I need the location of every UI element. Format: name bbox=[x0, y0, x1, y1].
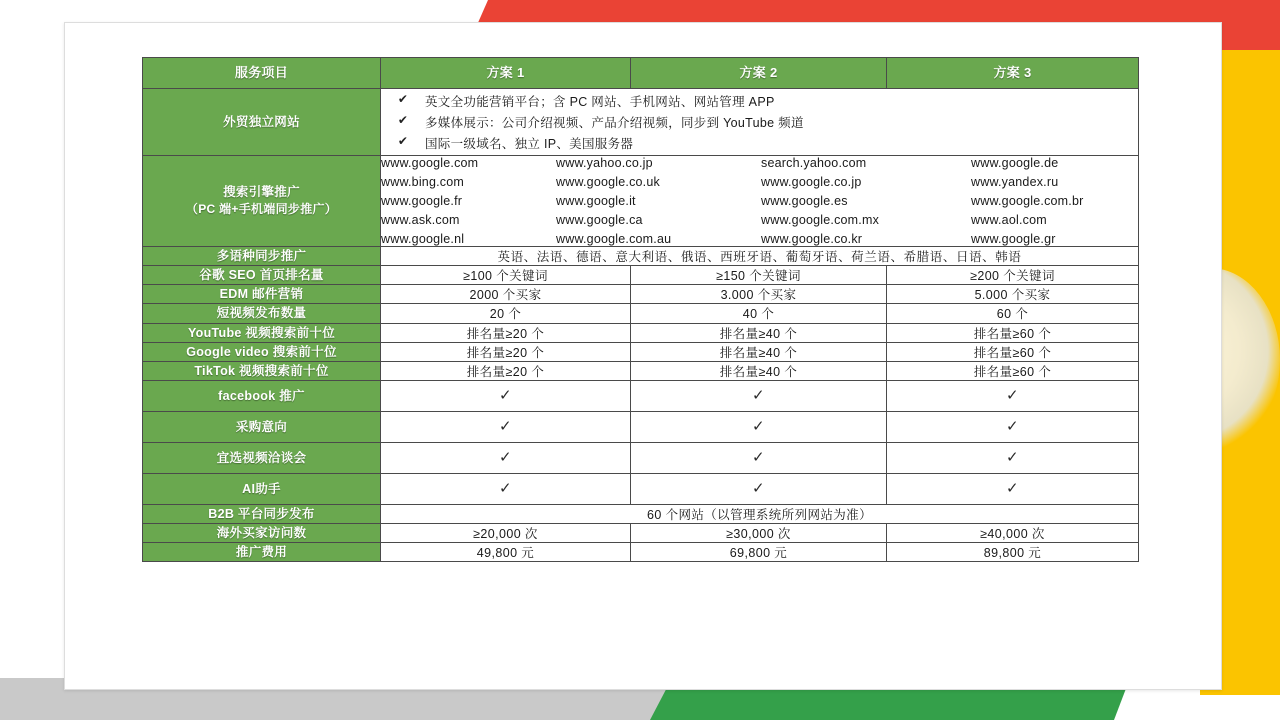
domain-item: www.google.ca bbox=[556, 213, 643, 227]
domain-item: search.yahoo.com bbox=[761, 156, 867, 170]
cell-facebook-plan3 bbox=[887, 380, 1139, 411]
cell-short-video-plan2: 40 个 bbox=[631, 304, 887, 323]
table-row-tiktok bbox=[143, 361, 1139, 380]
domain-grid bbox=[381, 156, 1138, 246]
checkmark-icon: ✓ bbox=[1006, 478, 1019, 497]
checkmark-icon: ✓ bbox=[499, 447, 512, 466]
row-label-price: 推广费用 bbox=[143, 543, 381, 562]
cell-visits-plan1: ≥20,000 次 bbox=[381, 524, 631, 543]
table-row-video-conference bbox=[143, 442, 1139, 473]
row-label-visits: 海外买家访问数 bbox=[143, 524, 381, 543]
row-value-website-features bbox=[381, 89, 1139, 156]
domain-item: www.google.nl bbox=[381, 232, 465, 246]
cell-video-conference-plan2 bbox=[631, 442, 887, 473]
row-label-seo-ranking: 谷歌 SEO 首页排名量 bbox=[143, 266, 381, 285]
checkmark-icon: ✓ bbox=[1006, 385, 1019, 404]
domain-item: www.google.com.br bbox=[971, 194, 1084, 208]
check-tick-icon: ✔ bbox=[397, 134, 409, 148]
cell-edm-plan1: 2000 个买家 bbox=[381, 285, 631, 304]
checkmark-icon: ✓ bbox=[499, 478, 512, 497]
row-label-ai-assistant: AI助手 bbox=[143, 473, 381, 504]
row-label-edm: EDM 邮件营销 bbox=[143, 285, 381, 304]
table-row-short-video bbox=[143, 304, 1139, 323]
table-row-search-engine bbox=[143, 156, 1139, 247]
cell-short-video-plan3: 60 个 bbox=[887, 304, 1139, 323]
row-label-multilang: 多语种同步推广 bbox=[143, 247, 381, 266]
domain-item: www.google.co.kr bbox=[761, 232, 863, 246]
cell-purchase-intent-plan2 bbox=[631, 411, 887, 442]
feature-bullet-text: 多媒体展示：公司介绍视频、产品介绍视频，同步到 YouTube 频道 bbox=[425, 116, 804, 130]
table-row-multilang bbox=[143, 247, 1139, 266]
cell-tiktok-plan3: 排名量≥60 个 bbox=[887, 361, 1139, 380]
domain-item: www.bing.com bbox=[381, 175, 464, 189]
row-value-multilang: 英语、法语、德语、意大利语、俄语、西班牙语、葡萄牙语、荷兰语、希腊语、日语、韩语 bbox=[381, 247, 1139, 266]
cell-edm-plan3: 5.000 个买家 bbox=[887, 285, 1139, 304]
cell-purchase-intent-plan3 bbox=[887, 411, 1139, 442]
cell-short-video-plan1: 20 个 bbox=[381, 304, 631, 323]
cell-tiktok-plan2: 排名量≥40 个 bbox=[631, 361, 887, 380]
table-row-edm bbox=[143, 285, 1139, 304]
cell-ai-assistant-plan2 bbox=[631, 473, 887, 504]
row-label-tiktok: TikTok 视频搜索前十位 bbox=[143, 361, 381, 380]
cell-price-plan3: 89,800 元 bbox=[887, 543, 1139, 562]
domain-item: www.yandex.ru bbox=[971, 175, 1059, 189]
row-label-search-engine-sub: （PC 端+手机端同步推广） bbox=[185, 202, 338, 217]
gray-left-band-mask bbox=[0, 0, 62, 688]
domain-item: www.google.com.mx bbox=[761, 213, 880, 227]
checkmark-icon: ✓ bbox=[752, 385, 765, 404]
domain-item: www.google.gr bbox=[971, 232, 1056, 246]
table-row-facebook bbox=[143, 380, 1139, 411]
feature-bullet bbox=[381, 92, 1138, 110]
cell-purchase-intent-plan1 bbox=[381, 411, 631, 442]
table-row-price bbox=[143, 543, 1139, 562]
row-label-youtube: YouTube 视频搜索前十位 bbox=[143, 323, 381, 342]
row-label-short-video: 短视频发布数量 bbox=[143, 304, 381, 323]
domain-item: www.google.fr bbox=[381, 194, 463, 208]
row-label-google-video: Google video 搜索前十位 bbox=[143, 342, 381, 361]
check-tick-icon: ✔ bbox=[397, 92, 409, 106]
row-value-search-engine-domains bbox=[381, 156, 1139, 247]
checkmark-icon: ✓ bbox=[752, 478, 765, 497]
header-plan-3: 方案 3 bbox=[887, 58, 1139, 89]
feature-bullet-text: 国际一级域名、独立 IP、美国服务器 bbox=[425, 137, 634, 151]
cell-youtube-plan2: 排名量≥40 个 bbox=[631, 323, 887, 342]
header-service-item: 服务项目 bbox=[143, 58, 381, 89]
header-plan-1: 方案 1 bbox=[381, 58, 631, 89]
checkmark-icon: ✓ bbox=[752, 447, 765, 466]
cell-seo-ranking-plan1: ≥100 个关键词 bbox=[381, 266, 631, 285]
cell-google-video-plan2: 排名量≥40 个 bbox=[631, 342, 887, 361]
domain-item: www.google.co.uk bbox=[556, 175, 660, 189]
cell-seo-ranking-plan3: ≥200 个关键词 bbox=[887, 266, 1139, 285]
cell-video-conference-plan3 bbox=[887, 442, 1139, 473]
domain-item: www.google.com.au bbox=[556, 232, 672, 246]
checkmark-icon: ✓ bbox=[499, 385, 512, 404]
cell-facebook-plan1 bbox=[381, 380, 631, 411]
row-label-facebook: facebook 推广 bbox=[143, 380, 381, 411]
table-row-seo-ranking bbox=[143, 266, 1139, 285]
table-row-ai-assistant bbox=[143, 473, 1139, 504]
domain-item: www.google.com bbox=[381, 156, 479, 170]
domain-item: www.google.it bbox=[556, 194, 636, 208]
row-label-search-engine-main: 搜索引擎推广 bbox=[223, 185, 300, 200]
check-tick-icon: ✔ bbox=[397, 113, 409, 127]
cell-tiktok-plan1: 排名量≥20 个 bbox=[381, 361, 631, 380]
cell-ai-assistant-plan3 bbox=[887, 473, 1139, 504]
feature-bullet-text: 英文全功能营销平台；含 PC 网站、手机网站、网站管理 APP bbox=[425, 95, 775, 109]
header-plan-2: 方案 2 bbox=[631, 58, 887, 89]
checkmark-icon: ✓ bbox=[1006, 447, 1019, 466]
checkmark-icon: ✓ bbox=[499, 416, 512, 435]
row-label-b2b: B2B 平台同步发布 bbox=[143, 504, 381, 523]
plan-comparison-table-wrapper bbox=[142, 57, 1138, 562]
cell-ai-assistant-plan1 bbox=[381, 473, 631, 504]
domain-item: www.aol.com bbox=[971, 213, 1047, 227]
cell-google-video-plan1: 排名量≥20 个 bbox=[381, 342, 631, 361]
domain-item: www.google.de bbox=[971, 156, 1059, 170]
cell-video-conference-plan1 bbox=[381, 442, 631, 473]
cell-edm-plan2: 3.000 个买家 bbox=[631, 285, 887, 304]
cell-visits-plan3: ≥40,000 次 bbox=[887, 524, 1139, 543]
row-label-purchase-intent: 采购意向 bbox=[143, 411, 381, 442]
feature-bullet bbox=[381, 113, 1138, 131]
plan-comparison-table bbox=[142, 57, 1139, 562]
domain-item: www.ask.com bbox=[381, 213, 460, 227]
domain-item: www.yahoo.co.jp bbox=[556, 156, 653, 170]
table-row-website bbox=[143, 89, 1139, 156]
cell-visits-plan2: ≥30,000 次 bbox=[631, 524, 887, 543]
table-row-visits bbox=[143, 524, 1139, 543]
cell-google-video-plan3: 排名量≥60 个 bbox=[887, 342, 1139, 361]
cell-seo-ranking-plan2: ≥150 个关键词 bbox=[631, 266, 887, 285]
table-row-google-video bbox=[143, 342, 1139, 361]
checkmark-icon: ✓ bbox=[752, 416, 765, 435]
table-row-purchase-intent bbox=[143, 411, 1139, 442]
row-label-search-engine bbox=[143, 156, 381, 247]
cell-youtube-plan1: 排名量≥20 个 bbox=[381, 323, 631, 342]
table-row-b2b bbox=[143, 504, 1139, 523]
cell-price-plan1: 49,800 元 bbox=[381, 543, 631, 562]
checkmark-icon: ✓ bbox=[1006, 416, 1019, 435]
row-label-video-conference: 宜选视频洽谈会 bbox=[143, 442, 381, 473]
table-header-row bbox=[143, 58, 1139, 89]
cell-facebook-plan2 bbox=[631, 380, 887, 411]
cell-price-plan2: 69,800 元 bbox=[631, 543, 887, 562]
domain-item: www.google.es bbox=[761, 194, 848, 208]
table-row-youtube bbox=[143, 323, 1139, 342]
row-value-b2b: 60 个网站（以管理系统所列网站为准） bbox=[381, 504, 1139, 523]
domain-item: www.google.co.jp bbox=[761, 175, 862, 189]
row-label-website: 外贸独立网站 bbox=[143, 89, 381, 156]
cell-youtube-plan3: 排名量≥60 个 bbox=[887, 323, 1139, 342]
feature-bullet bbox=[381, 134, 1138, 152]
